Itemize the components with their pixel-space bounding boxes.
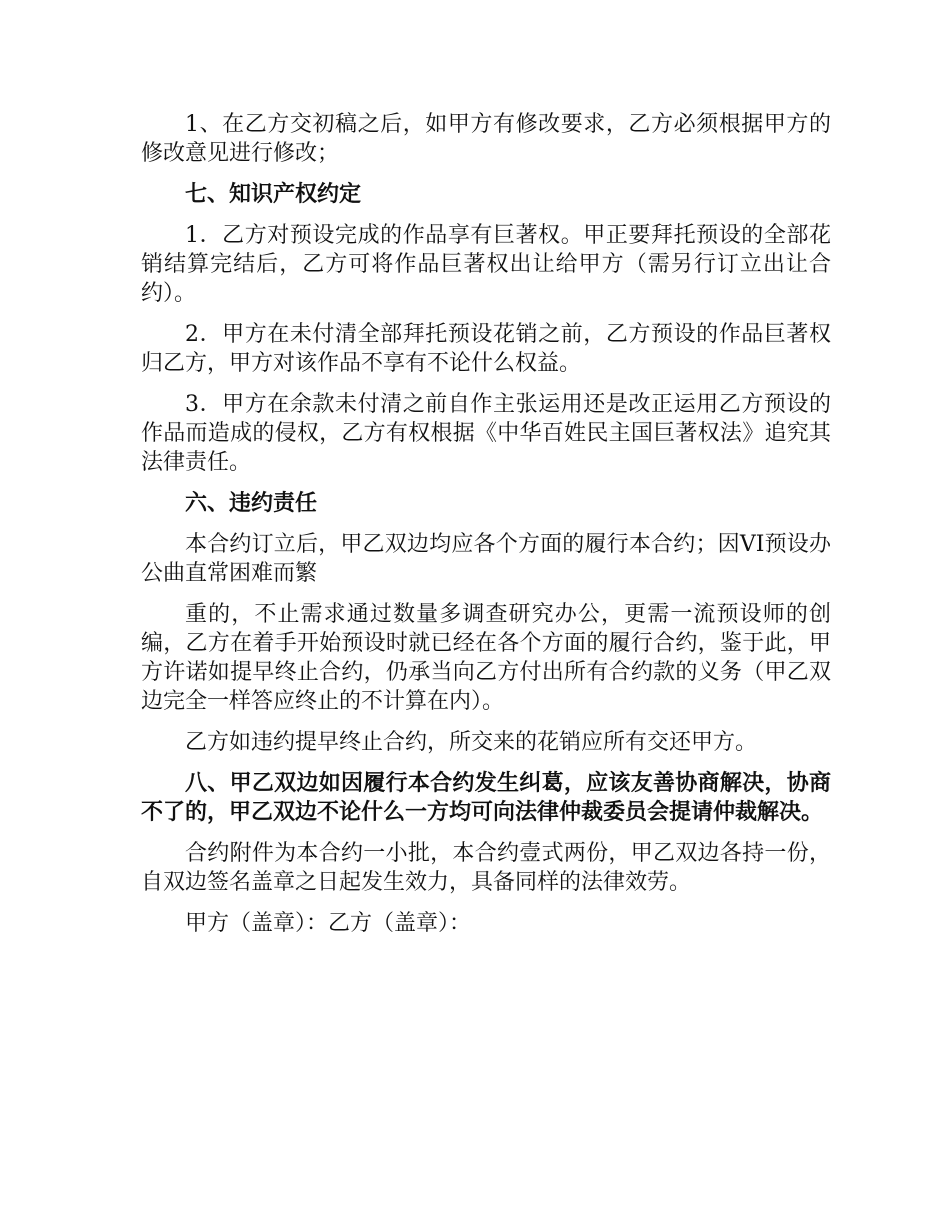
section-dispute-resolution: 八、甲乙双边如因履行本合约发生纠葛，应该友善协商解决，协商不了的，甲乙双边不论什么一方均可向法律仲裁委员会提请仲裁解决。 (141, 771, 831, 825)
paragraph-liability-2: 重的，不止需求通过数量多调查研究办公，更需一流预设师的创编，乙方在着手开始预设时就已经在各个方面的履行合约，鉴于此，甲方许诺如提早终止合约，仍承当向乙方付出所有合约款的义务（甲乙双边完全一样答应终止的不计算在内）。 (141, 602, 831, 714)
signature-line: 甲方（盖章）：乙方（盖章）： (185, 911, 472, 936)
paragraph-revision: 1、在乙方交初稿之后，如甲方有修改要求，乙方必须根据甲方的修改意见进行修改； (141, 112, 831, 166)
paragraph-attachments: 合约附件为本合约一小批，本合约壹式两份，甲乙双边各持一份，自双边签名盖章之日起发生效力，具备同样的法律效劳。 (141, 841, 831, 895)
paragraph-liability-1: 本合约订立后，甲乙双边均应各个方面的履行本合约；因VI预设办公曲直常困难而繁 (141, 532, 831, 586)
section-heading-liability: 六、违约责任 (185, 491, 318, 516)
paragraph-ip-2: 2．甲方在未付清全部拜托预设花销之前，乙方预设的作品巨著权归乙方，甲方对该作品不享有不论什么权益。 (141, 322, 831, 376)
document-page (141, 110, 831, 950)
paragraph-ip-1: 1．乙方对预设完成的作品享有巨著权。甲正要拜托预设的全部花销结算完结后，乙方可将作品巨著权出让给甲方（需另行订立出让合约）。 (141, 223, 831, 306)
paragraph-liability-3: 乙方如违约提早终止合约，所交来的花销应所有交还甲方。 (185, 730, 758, 755)
section-heading-ip: 七、知识产权约定 (185, 182, 362, 207)
paragraph-ip-3: 3．甲方在余款未付清之前自作主张运用还是改正运用乙方预设的作品而造成的侵权，乙方有权根据《中华百姓民主国巨著权法》追究其法律责任。 (141, 392, 831, 475)
